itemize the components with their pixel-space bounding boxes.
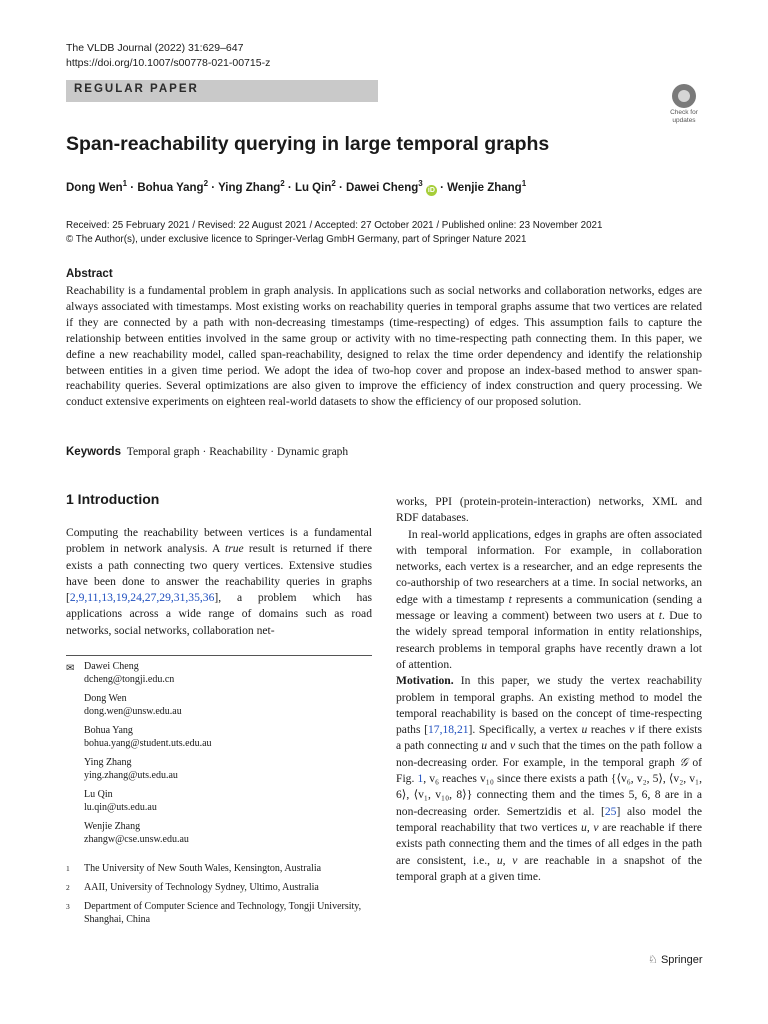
contact-entry <box>84 725 372 750</box>
text-run: represents a communication (sending a message or leaving a comment) between two users at <box>396 592 702 623</box>
text-run: of Fig. <box>396 755 702 786</box>
affiliation-text: AAII, University of Technology Sydney, Ultimo, Australia <box>84 882 319 893</box>
author-affil-sup: 2 <box>280 179 285 188</box>
text-run: are reachable in a snapshot of the temporal graph at a given time. <box>396 853 702 883</box>
continued-paragraph: works, PPI (protein-protein-interaction) networks, XML and RDF databases. <box>396 495 702 525</box>
affiliations <box>66 862 372 932</box>
author-affil-sup: 3 <box>418 179 423 188</box>
contact-email[interactable]: dong.wen@unsw.edu.au <box>84 705 182 717</box>
text-run: result is returned if there exists a path connecting two query vertices. Extensive studies have been done to answer the reachability queries in graphs [ <box>66 542 372 605</box>
abstract-text: Reachability is a fundamental problem in graph analysis. In applications such as social networks and collaboration networks, edges are always associated with timestamps. Most existing works on reachability queries in temporal graphs assume that two vertices are related if they are connected by a path with non-decreasing timestamps (time-respecting) of edges. This assumption fails to capture the relationship between entities involved in the same group or activity with no time-respecting path connecting them. In this paper, we define a new reachability model, called span-reachability, designed to relax the time order dependency and identify the relationship between entities in a given time period. We adopt the idea of two-hop cover and propose an index-based method to answer span-reachability queries. Several optimizations are also given to improve the efficiency of index construction and query processing. We conduct extensive experiments on eighteen real-world datasets to show the efficiency of our proposed solution. <box>66 284 702 409</box>
intro-paragraph <box>66 525 372 639</box>
check-updates-line1: Check for <box>670 109 698 116</box>
math-v: v <box>509 739 516 753</box>
citation-link[interactable]: 17,18,21 <box>427 723 469 737</box>
citation-link[interactable]: 25 <box>604 804 617 818</box>
text-run: Computing the reachability between vertices is a fundamental problem in network analysis. A <box>66 526 372 556</box>
right-column <box>396 494 702 885</box>
envelope-icon: ✉ <box>66 663 75 674</box>
citation-link[interactable]: 2,9,11,13,19,24,27,29,31,35,36 <box>69 591 215 605</box>
author-list: Dong Wen$^1$ · Bohua Yang$^2$ · Ying Zhang$^2$ · Lu Qin$^2$ · Dawei Cheng$^3$ iD · Wenjie Zhang$^1$ <box>66 179 527 194</box>
contact-entry <box>84 693 372 718</box>
contact-name: Dong Wen <box>84 693 127 704</box>
text-run: such that the times on the path follow a non-decreasing order. For example, in the temporal graph <box>396 739 702 769</box>
author-name: Bohua Yang <box>137 181 204 194</box>
contact-entry <box>84 757 372 782</box>
keywords-label: Keywords <box>66 446 121 458</box>
text-run: In this paper, we study the vertex reachability problem in temporal graphs. An existing method to model the temporal reachability is based on the concept of time-respecting paths [ <box>396 674 702 737</box>
math-u: u <box>481 739 488 753</box>
paper-title: Span-reachability querying in large temporal graphs <box>66 133 550 155</box>
math-t: t <box>658 609 663 623</box>
affiliation-text: Department of Computer Science and Technology, Tongji University, Shanghai, China <box>84 901 362 925</box>
author-name: Wenjie Zhang <box>447 181 522 194</box>
journal-header <box>66 41 270 71</box>
doi-link[interactable]: https://doi.org/10.1007/s00778-021-00715-z <box>66 57 271 69</box>
text-run: reaches <box>587 723 630 737</box>
math-G: 𝒢 <box>679 755 688 769</box>
check-for-updates-badge[interactable] <box>664 84 704 124</box>
emphasis-true: true <box>224 542 244 556</box>
affiliation-entry <box>66 900 372 926</box>
text-run: and <box>487 739 510 753</box>
affiliation-number: 3 <box>66 902 70 911</box>
text-run: ]. Specifically, a vertex <box>468 723 582 737</box>
author-contacts <box>66 661 372 853</box>
author-affil-sup: 1 <box>521 179 527 188</box>
publication-dates <box>66 219 706 247</box>
author-name: Lu Qin <box>294 181 332 194</box>
contact-name: Ying Zhang <box>84 757 132 768</box>
text-run: if there exists a path connecting <box>396 723 702 753</box>
text-run: ] also model the temporal reachability that two vertices <box>396 804 703 834</box>
author-name: Dong Wen <box>66 181 123 194</box>
contact-email[interactable]: lu.qin@uts.edu.au <box>84 801 157 813</box>
check-updates-line2: updates <box>672 117 696 124</box>
contact-entry <box>84 821 372 846</box>
math-u: u <box>581 723 588 737</box>
keywords-line <box>66 446 348 458</box>
math-t: t <box>508 592 512 606</box>
contact-name: Lu Qin <box>84 789 113 800</box>
text-run: , v₆ reaches v₁₀ since there exists a path {⟨v₆, v₂, 5⟩, ⟨v₂, v₁, 6⟩, ⟨v₁, v₁₀, 8⟩} connecting them and the times 5, 6, 8 are in a non-decreasing order. Semertzidis et al. [ <box>396 772 702 818</box>
springer-horse-icon: ♘ <box>648 954 658 966</box>
keywords-list: Temporal graph · Reachability · Dynamic graph <box>126 446 349 458</box>
journal-citation: The VLDB Journal (2022) 31:629–647 <box>66 42 244 54</box>
author-affil-sup: 2 <box>331 179 336 188</box>
affiliation-entry <box>66 881 372 894</box>
section-heading: 1 Introduction <box>66 491 160 507</box>
temporal-paragraph <box>396 527 702 674</box>
figure-link[interactable]: 1 <box>417 772 424 786</box>
text-run: ], a problem which has applications across a wide range of domains such as road networks, social networks, collaboration net- <box>66 591 372 637</box>
orcid-icon[interactable]: iD <box>427 186 435 194</box>
text-run: In real-world applications, edges in graphs are often associated with temporal information. For example, in collaboration networks, each vertex is a researcher, and an edge represents the co-authorship of two researchers at a time. In social networks, an edge with a timestamp <box>396 527 702 606</box>
motivation-heading: Motivation. <box>396 674 454 688</box>
publisher-name: Springer <box>660 954 703 966</box>
contact-name: Dawei Cheng <box>84 661 139 672</box>
contact-entry <box>84 661 372 686</box>
contact-email[interactable]: bohua.yang@student.uts.edu.au <box>84 737 212 749</box>
math-v: v <box>629 723 635 737</box>
author-name: Dawei Cheng <box>346 181 419 194</box>
footnote-divider <box>66 655 372 656</box>
affiliation-number: 1 <box>66 864 70 873</box>
copyright-line: © The Author(s), under exclusive licence to Springer-Verlag GmbH Germany, part of Springer Nature 2021 <box>66 234 527 245</box>
abstract-heading: Abstract <box>66 268 113 280</box>
math-uv: u, v <box>496 853 518 867</box>
left-column <box>66 525 372 639</box>
article-type-label: REGULAR PAPER <box>74 83 199 95</box>
contact-email[interactable]: ying.zhang@uts.edu.au <box>84 769 178 781</box>
history-dates: Received: 25 February 2021 / Revised: 22 August 2021 / Accepted: 27 October 2021 / Published online: 23 November 2021 <box>66 220 603 231</box>
affiliation-entry <box>66 862 372 875</box>
check-updates-icon <box>672 84 696 108</box>
math-uv: u, v <box>581 820 599 834</box>
publisher-mark <box>648 953 703 966</box>
affiliation-number: 2 <box>66 883 70 892</box>
article-type-banner <box>66 80 378 102</box>
motivation-paragraph <box>396 673 702 885</box>
text-run: . Due to the widely spread temporal information in entity relationships, research problems in temporal graphs have recently drawn a lot of attention. <box>396 609 702 671</box>
author-name: Ying Zhang <box>218 181 281 194</box>
author-affil-sup: 2 <box>203 179 209 188</box>
text-run: are reachable if there exists path connecting them and the times of all edges in the path are consistent, i.e., <box>396 820 702 867</box>
contact-email[interactable]: zhangw@cse.unsw.edu.au <box>84 833 189 845</box>
contact-name: Wenjie Zhang <box>84 821 141 832</box>
contact-name: Bohua Yang <box>84 725 133 736</box>
author-affil-sup: 1 <box>122 179 128 188</box>
contact-email[interactable]: dcheng@tongji.edu.cn <box>84 673 175 685</box>
affiliation-text: The University of New South Wales, Kensington, Australia <box>84 863 322 874</box>
contact-entry <box>84 789 372 814</box>
